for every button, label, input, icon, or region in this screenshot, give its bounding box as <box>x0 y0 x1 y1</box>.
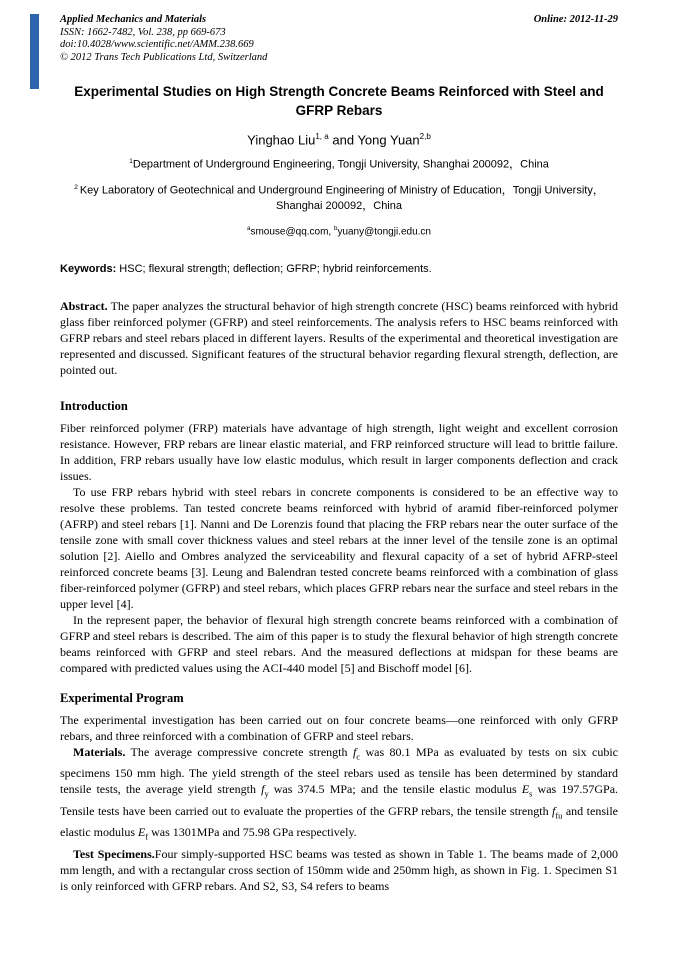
author-2-superscript: 2,b <box>419 132 431 141</box>
affiliation-2-superscript: 2 <box>74 183 80 191</box>
email-a: smouse@qq.com, <box>250 225 334 237</box>
author-1: Yinghao Liu <box>247 132 316 148</box>
symbol-fc-sub: c <box>356 752 361 762</box>
symbol-ffu-sub: fu <box>555 811 563 821</box>
symbol-ef-sub: f <box>145 832 149 842</box>
authors-connector: and <box>328 132 358 148</box>
journal-header-left <box>60 14 267 64</box>
symbol-fy-sub: y <box>264 789 269 799</box>
abstract-label: Abstract. <box>60 298 108 313</box>
materials-seg5: and tensile elastic modulus <box>60 803 618 840</box>
materials-paragraph <box>60 744 618 846</box>
paper-title: Experimental Studies on High Strength Concrete Beams Reinforced with Steel and GFRP Rebars <box>74 84 604 118</box>
keywords-text: HSC; flexural strength; deflection; GFRP; hybrid reinforcements. <box>116 262 432 275</box>
symbol-es-sub: s <box>529 789 533 799</box>
test-specimens-text: Four simply-supported HSC beams was tested as shown in Table 1. The beams made of 2,000 mm length, and with a rectangular cross section of 150mm wide and 250mm high, as shown in Fig. 1. Specimen S1 is only reinforced with GFRP rebars. And S2, S3, S4 refers to beams <box>60 846 618 893</box>
affiliation-1-superscript: 1 <box>129 158 133 166</box>
issn-volume-line: ISSN: 1662-7482, Vol. 238, pp 669-673 <box>60 26 226 38</box>
introduction-paragraph-2: To use FRP rebars hybrid with steel rebars in concrete components is considered to be an effective way to resolve these problems. Tan tested concrete beams reinforced with hybrid of aramid fiber-reinforced polymer (AFRP) and steel rebars [1]. Nanni and De Lorenzis found that placing the FRP rebars near the outer surface of the tensile zone with small cover thickness values and steel rebars at the inner level of the tensile zone is an optimal solution [2]. Aiello and Ombres analyzed the serviceability and flexural capacity of a set of hybrid AFRP-steel reinforced concrete beams [3]. Leung and Balendran tested concrete beams reinforced with a combination of glass fiber-reinforced polymer (GFRP) and steel rebars, which places GFRP rebars near the surface and steel rebars in the upper level [4]. <box>60 484 618 611</box>
materials-seg6: was 1301MPa and 75.98 GPa respectively. <box>148 825 357 840</box>
materials-label: Materials. <box>73 744 126 759</box>
symbol-fy: f <box>261 782 265 797</box>
journal-header <box>60 14 618 64</box>
symbol-ffu: f <box>552 803 556 818</box>
section-heading-introduction: Introduction <box>60 398 128 413</box>
symbol-es: E <box>521 782 530 797</box>
abstract-paragraph <box>60 298 618 378</box>
section-heading-experimental-program: Experimental Program <box>60 690 184 705</box>
email-a-superscript: a <box>247 224 251 232</box>
author-2: Yong Yuan <box>357 132 420 148</box>
journal-name: Applied Mechanics and Materials <box>60 14 207 25</box>
introduction-paragraph-1: Fiber reinforced polymer (FRP) materials have advantage of high strength, light weight and excellent corrosion resistance. However, FRP rebars are linear elastic material, and FRP reinforced structure will lead to brittle failure. In addition, FRP rebars usually have low elastic modulus, which result in larger components deflection and crack issues. <box>60 420 618 483</box>
experimental-paragraph-1: The experimental investigation has been carried out on four concrete beams—one reinforced with only GFRP rebars, and three reinforced with a combination of GFRP and steel rebars. <box>60 712 618 743</box>
email-b-superscript: b <box>333 224 338 232</box>
materials-seg4: was 197.57GPa. Tensile tests have been carried out to evaluate the properties of the GFRP rebars, the tensile strength <box>60 782 619 818</box>
email-b: yuany@tongji.edu.cn <box>337 225 431 237</box>
materials-seg2: was 80.1 MPa as evaluated by tests on six cubic specimens 150 mm high. The yield strength of the steel rebars used as tensile has been determined by standard tensile tests, the average yield strength <box>60 744 618 797</box>
affiliation-2-text: Key Laboratory of Geotechnical and Underground Engineering of Ministry of Education，Tongji University，Shanghai 200092，China <box>79 184 604 212</box>
materials-seg1: The average compressive concrete strength <box>125 744 353 759</box>
test-specimens-label: Test Specimens. <box>73 846 155 861</box>
affiliation-2 <box>60 180 618 214</box>
abstract-text: The paper analyzes the structural behavior of high strength concrete (HSC) beams reinforced with hybrid glass fiber reinforced polymer (GFRP) and steel reinforcements. The analysis refers to HSC beams reinforced with GFRP rebars and steel rebars placed in different layers. Results of the experimental and theoretical investigation are represented and discussed. Significant features of the structural behavior regarding flexural strength, deflection, are pointed out. <box>60 298 618 377</box>
affiliation-1-text: Department of Underground Engineering, Tongji University, Shanghai 200092，China <box>132 158 549 171</box>
materials-seg3: was 374.5 MPa; and the tensile elastic modulus <box>268 782 522 797</box>
introduction-paragraph-3: In the represent paper, the behavior of flexural high strength concrete beams reinforced with a combination of GFRP and steel rebars is described. The aim of this paper is to study the flexural behavior of high strength concrete beams reinforced with GFRP and steel rebars. And the measured deflections at midspan for these beams are compared with predicted values using the ACI-440 model [5] and Bischoff model [6]. <box>60 612 618 675</box>
online-date: Online: 2012-11-29 <box>533 14 618 25</box>
doi-line: doi:10.4028/www.scientific.net/AMM.238.669 <box>60 39 254 50</box>
blue-stripe <box>30 14 39 89</box>
authors-line <box>60 128 618 148</box>
test-specimens-paragraph <box>60 846 618 894</box>
keywords-label: Keywords: <box>60 262 117 275</box>
author-1-superscript: 1, a <box>315 132 329 141</box>
contact-emails <box>60 222 618 238</box>
affiliation-1 <box>60 155 618 172</box>
keywords-line <box>60 262 618 276</box>
symbol-ef: E <box>138 825 146 840</box>
symbol-fc: f <box>352 744 357 759</box>
copyright-line: © 2012 Trans Tech Publications Ltd, Switzerland <box>60 51 268 63</box>
